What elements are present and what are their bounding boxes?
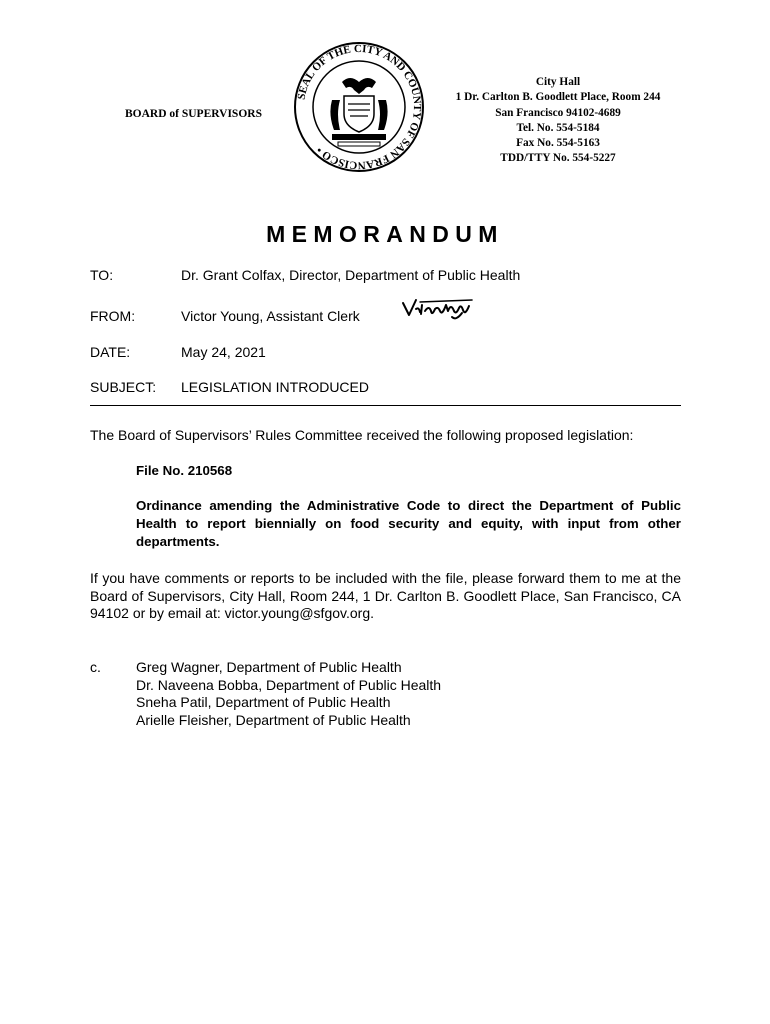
cc-recipient: Dr. Naveena Bobba, Department of Public Health	[136, 676, 442, 693]
cc-list	[136, 659, 441, 729]
city-hall-address	[440, 75, 676, 167]
svg-text:SEAL OF THE CITY AND COUNTY OF: SEAL OF THE CITY AND COUNTY OF SAN FRANCISCO •	[295, 42, 424, 172]
signature	[400, 297, 480, 323]
date-value: May 24, 2021	[181, 344, 266, 360]
address-line: Fax No. 554-5163	[516, 137, 600, 150]
address-line: San Francisco 94102-4689	[495, 106, 621, 119]
date-label: DATE:	[90, 344, 131, 360]
cc-recipient: Sneha Patil, Department of Public Health	[136, 694, 391, 710]
address-line: Tel. No. 554-5184	[516, 121, 600, 134]
memo-title: MEMORANDUM	[266, 221, 504, 247]
cc-recipient: Arielle Fleisher, Department of Public Health	[136, 711, 411, 728]
board-of-supervisors-label: BOARD of SUPERVISORS	[125, 108, 262, 120]
header-divider	[90, 405, 681, 406]
address-line: City Hall	[535, 76, 581, 88]
to-value: Dr. Grant Colfax, Director, Department of Public Health	[181, 267, 521, 283]
address-line: 1 Dr. Carlton B. Goodlett Place, Room 244	[455, 91, 661, 104]
file-number: File No. 210568	[136, 463, 233, 478]
intro-text: The Board of Supervisors’ Rules Committee received the following proposed legislation:	[90, 427, 634, 443]
cc-label: c.	[90, 659, 101, 675]
subject-label: SUBJECT:	[90, 379, 157, 395]
ordinance-text: Ordinance amending the Administrative Code to direct the Department of Public Health to report biennially on food security and equity, with input from other departments.	[136, 498, 681, 549]
city-seal-icon	[292, 40, 426, 174]
from-value: Victor Young, Assistant Clerk	[181, 308, 360, 324]
subject-value: LEGISLATION INTRODUCED	[181, 379, 369, 395]
cc-recipient: Greg Wagner, Department of Public Health	[136, 659, 402, 675]
address-line: TDD/TTY No. 554-5227	[500, 152, 616, 165]
comments-text: If you have comments or reports to be included with the file, please forward them to me at the Board of Supervisors, City Hall, Room 244, 1 Dr. Carlton B. Goodlett Place, San Francisco, CA 94102 or by email at: victor.young@sfgov.org.	[90, 570, 681, 621]
to-label: TO:	[90, 267, 114, 283]
from-label: FROM:	[90, 308, 136, 324]
